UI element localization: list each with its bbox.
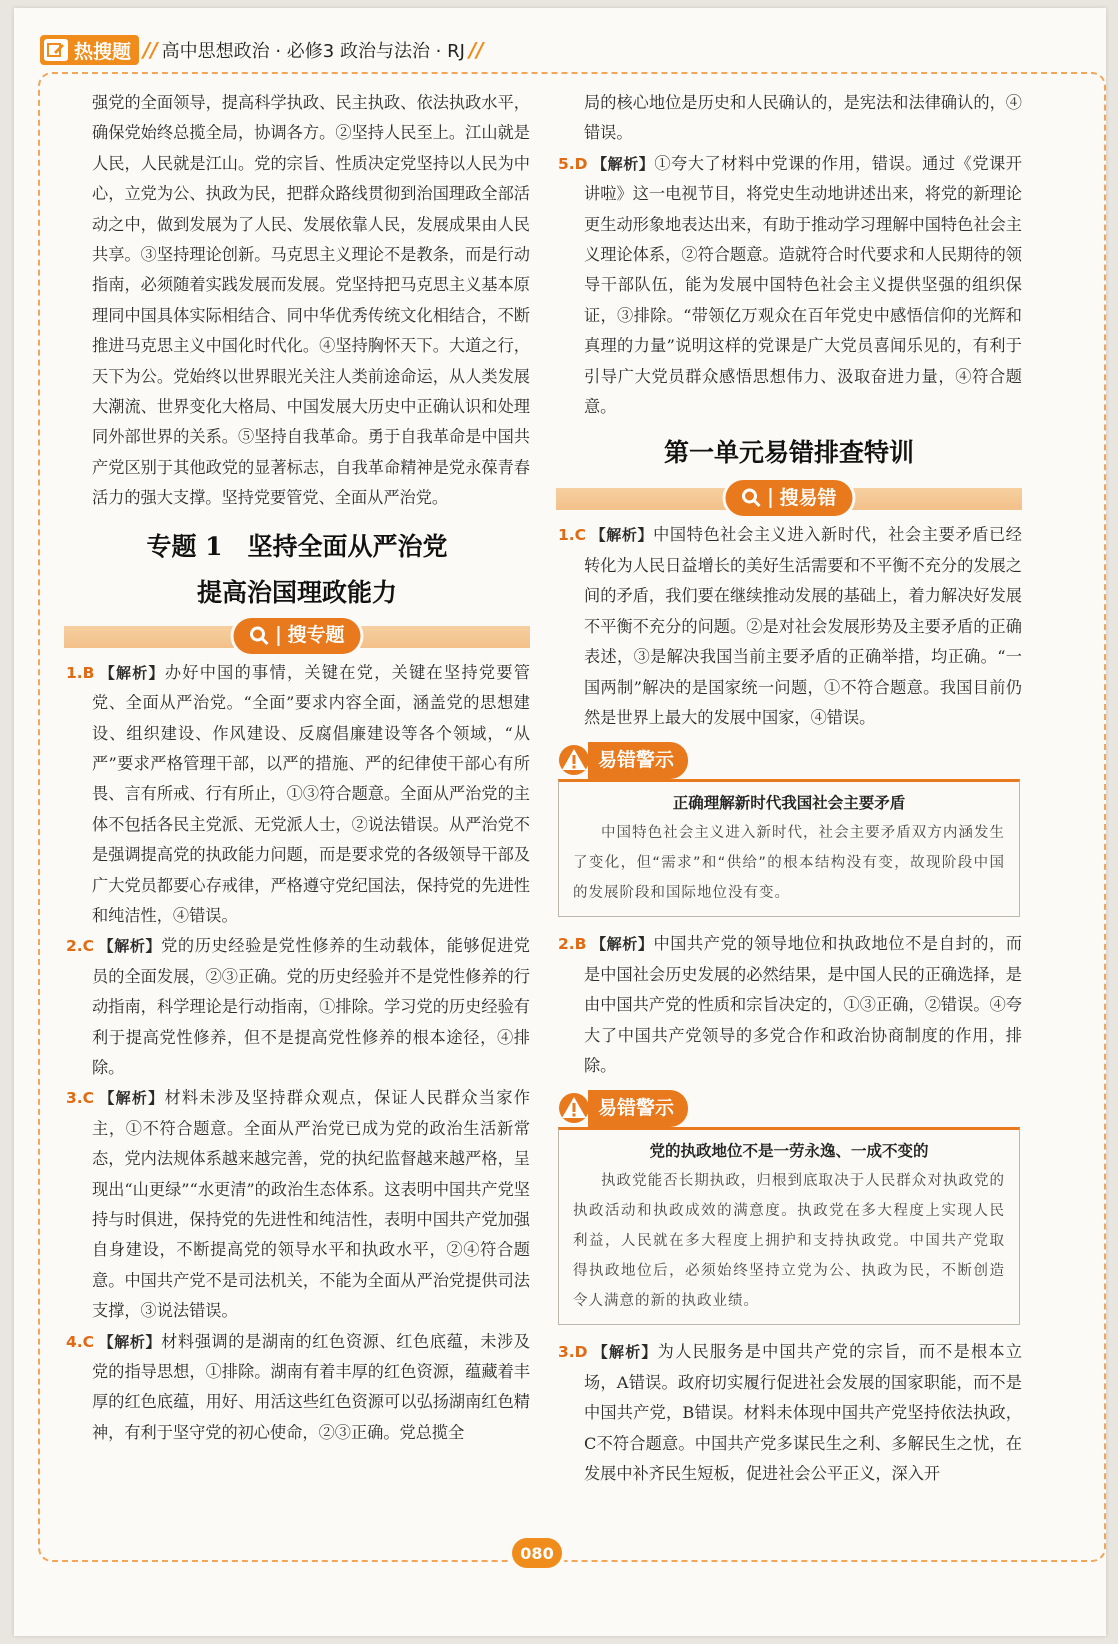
right-column <box>556 88 1022 1489</box>
search-error-bar <box>556 488 1022 510</box>
answer-item <box>64 658 530 932</box>
search-icon <box>741 488 761 508</box>
answer-text: 办好中国的事情，关键在党，关键在坚持党要管党、全面从严治党。“全面”要求内容全面，涵盖党的思想建设、组织建设、作风建设、反腐倡廉建设等各个领域，“从严”要求严格管理干部，以严的措施、严的纪律使干部心有所畏、言有所戒、行有所止，①③符合题意。全面从严治党的主体不包括各民主党派、无党派人士，②说法错误。从严治党不是强调提高党的执政能力问题，而是要求党的各级领导干部及广大党员都要心存戒律，严格遵守党纪国法，保持党的先进性和纯洁性，④错误。 <box>92 662 530 925</box>
search-topic-label: 搜专题 <box>287 624 345 647</box>
warning-header <box>556 741 1022 779</box>
search-icon <box>249 626 269 646</box>
header-tag: 热搜题 <box>74 40 132 63</box>
answer-number: 3.C <box>66 1089 95 1108</box>
unit-title: 第一单元易错排查特训 <box>663 438 914 468</box>
page-number: 080 <box>512 1538 562 1568</box>
answer-text: 中国共产党的领导地位和执政地位不是自封的，而是中国社会历史发展的必然结果，是中国人民的正确选择，是由中国共产党的性质和宗旨决定的，①③正确，②错误。④夸大了中国共产党领导的多党合作和政治协商制度的作用，排除。 <box>584 934 1022 1075</box>
answer-item <box>556 520 1022 733</box>
answer-text: 党的历史经验是党性修养的生动载体，能够促进党员的全面发展，②③正确。党的历史经验并不是党性修养的行动指南，科学理论是行动指南，①排除。学习党的历史经验有利于提高党性修养，但不是提高党性修养的根本途径，④排除。 <box>92 936 530 1077</box>
intro-paragraph: 强党的全面领导，提高科学执政、民主执政、依法执政水平，确保党始终总揽全局，协调各方。②坚持人民至上。江山就是人民，人民就是江山。党的宗旨、性质决定党坚持以人民为中心，立党为公、执政为民，把群众路线贯彻到治国理政全部活动之中，做到发展为了人民、发展依靠人民，发展成果由人民共享。③坚持理论创新。马克思主义理论不是教条，而是行动指南，必须随着实践发展而发展。党坚持把马克思主义基本原理同中国具体实际相结合、同中华优秀传统文化相结合，不断推进马克思主义中国化时代化。④坚持胸怀天下。大道之行，天下为公。党始终以世界眼光关注人类前途命运，从人类发展大潮流、世界变化大格局、中国发展大历史中正确认识和处理同外部世界的关系。⑤坚持自我革命。勇于自我革命是中国共产党区别于其他政党的显著标志，自我革命精神是党永葆青春活力的强大支撑。坚持党要管党、全面从严治党。 <box>92 93 530 508</box>
analysis-label: 【解析】 <box>98 663 165 682</box>
answer-number: 1.B <box>66 663 95 682</box>
answer-number: 3.D <box>558 1343 588 1362</box>
answer-number: 1.C <box>558 526 587 545</box>
answer-text: 中国特色社会主义进入新时代，社会主要矛盾已经转化为人民日益增长的美好生活需要和不平衡不充分的发展之间的矛盾，我们要在继续推动发展的基础上，着力解决好发展不平衡不充分的问题。②是对社会发展形势及主要矛盾的正确表述，③是解决我国当前主要矛盾的正确举措，均正确。“一国两制”解决的是国家统一问题，①不符合题意。我国目前仍然是世界上最大的发展中国家，④错误。 <box>584 525 1022 727</box>
warning-box <box>558 779 1020 917</box>
edit-note-icon <box>44 39 68 61</box>
search-topic-pill <box>233 618 360 654</box>
answer-text: 材料强调的是湖南的红色资源、红色底蕴，未涉及党的指导思想，①排除。湖南有着丰厚的红色资源，蕴藏着丰厚的红色底蕴，用好、用活这些红色资源可以弘扬湖南红色精神，有利于坚守党的初心使命，②③正确。党总揽全 <box>92 1331 530 1442</box>
answer-item <box>64 1083 530 1326</box>
analysis-label: 【解析】 <box>98 1089 165 1108</box>
header-divider-end: // <box>468 38 484 62</box>
answer-text: ①夸大了材料中党课的作用，错误。通过《党课开讲啦》这一电视节目，将党史生动地讲述出来，将党的新理论更生动形象地表达出来，有助于推动学习理解中国特色社会主义理论体系，②符合题意。造就符合时代要求和人民期待的领导干部队伍，能为发展中国特色社会主义提供坚强的组织保证，③排除。“带领亿万观众在百年党史中感悟信仰的光辉和真理的力量”说明这样的党课是广大党员喜闻乐见的，有利于引导广大党员群众感悟思想伟力、汲取奋进力量，④符合题意。 <box>584 153 1022 417</box>
left-column <box>64 88 530 1448</box>
answer-item <box>64 931 530 1083</box>
analysis-label: 【解析】 <box>98 937 162 956</box>
warning-text: 中国特色社会主义进入新时代，社会主要矛盾双方内涵发生了变化，但“需求”和“供给”的根本结构没有变，故现阶段中国的发展阶段和国际地位没有变。 <box>573 825 1005 902</box>
search-topic-bar <box>64 626 530 648</box>
header-divider: // <box>143 38 158 62</box>
warning-box <box>558 1127 1020 1325</box>
warning-label: 易错警示 <box>588 742 688 778</box>
search-error-label: 搜易错 <box>779 487 837 510</box>
answer-item <box>556 1337 1022 1489</box>
warning-title: 正确理解新时代我国社会主要矛盾 <box>672 794 906 813</box>
warning-text: 执政党能否长期执政，归根到底取决于人民群众对执政党的执政活动和执政成效的满意度。执政党在多大程度上实现人民利益，人民就在多大程度上拥护和支持执政党。中国共产党取得执政地位后，必须始终坚持立党为公、执政为民，不断创造令人满意的新的执政业绩。 <box>573 1173 1005 1310</box>
answer-item <box>64 1327 530 1449</box>
answer-item <box>556 929 1022 1081</box>
search-error-pill <box>725 480 852 516</box>
topic-title <box>64 524 530 616</box>
analysis-label: 【解析】 <box>590 526 654 545</box>
analysis-label: 【解析】 <box>591 154 655 173</box>
answer-text: 材料未涉及坚持群众观点，保证人民群众当家作主，①不符合题意。全面从严治党已成为党的政治生活新常态，党内法规体系越来越完善，党的执纪监督越来越严格，呈现出“山更绿”“水更清”的政治生态体系。这表明中国共产党坚持与时俱进，保持党的先进性和纯洁性，表明中国共产党加强自身建设，不断提高党的领导水平和执政水平，②④符合题意。中国共产党不是司法机关，不能为全面从严治党提供司法支撑，③说法错误。 <box>92 1088 530 1321</box>
warning-label: 易错警示 <box>588 1090 688 1126</box>
answer-item <box>556 149 1022 423</box>
analysis-label: 【解析】 <box>590 935 654 954</box>
answer-number: 2.B <box>558 935 587 954</box>
answer-number: 2.C <box>66 937 95 956</box>
warning-icon <box>556 743 592 777</box>
page-header <box>40 30 560 70</box>
topic-title-line-2: 提高治国理政能力 <box>196 577 397 607</box>
warning-icon <box>556 1091 592 1125</box>
answer-text: 为人民服务是中国共产党的宗旨，而不是根本立场，A错误。政府切实履行促进社会发展的国家职能，而不是中国共产党，B错误。材料未体现中国共产党坚持依法执政，C不符合题意。中国共产党多谋民生之利、多解民生之忧，在发展中补齐民生短板，促进社会公平正义，深入开 <box>584 1342 1022 1483</box>
answer-number: 4.C <box>66 1332 95 1351</box>
topic-title-line-1: 专题 1 坚持全面从严治党 <box>146 531 448 561</box>
analysis-label: 【解析】 <box>98 1332 162 1351</box>
answer-number: 5.D <box>558 154 588 173</box>
warning-title: 党的执政地位不是一劳永逸、一成不变的 <box>649 1142 929 1161</box>
continued-paragraph: 局的核心地位是历史和人民确认的，是宪法和法律确认的，④错误。 <box>584 93 1022 143</box>
header-badge <box>40 35 139 65</box>
analysis-label: 【解析】 <box>591 1343 658 1362</box>
warning-header <box>556 1089 1022 1127</box>
header-title: 高中思想政治 · 必修3 政治与法治 · RJ <box>161 41 465 62</box>
